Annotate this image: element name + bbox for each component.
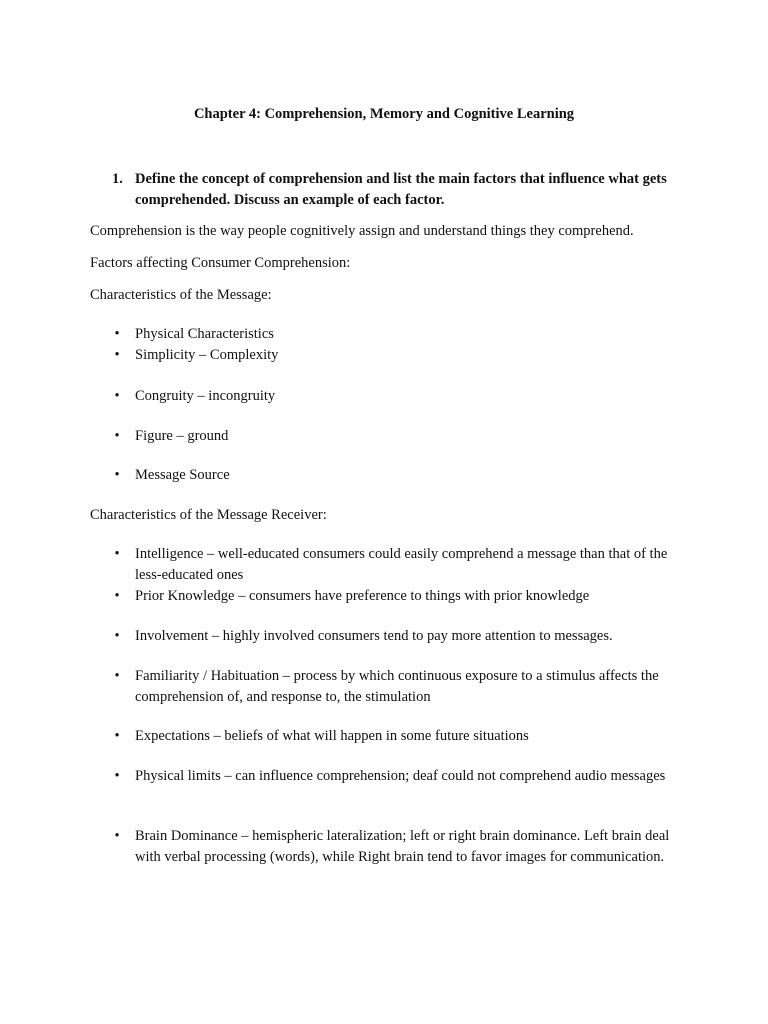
bullet-icon: • <box>114 828 120 844</box>
bullet-icon: • <box>114 467 120 483</box>
list-item-text: Brain Dominance – hemispheric lateralization; left or right brain dominance. Left brain deal with verbal processing (words), while Right brain tend to favor images for communication. <box>135 828 670 865</box>
list-item-text: Physical Characteristics <box>135 326 274 342</box>
bullet-icon: • <box>114 428 120 444</box>
bullet-icon: • <box>114 768 120 784</box>
question-1 <box>112 169 672 211</box>
list-item <box>112 826 672 868</box>
list-item-text: Congruity – incongruity <box>135 388 276 404</box>
list-item <box>112 345 672 366</box>
list-item-text: Physical limits – can influence comprehension; deaf could not comprehend audio messages <box>135 768 666 784</box>
list-item-text: Prior Knowledge – consumers have preference to things with prior knowledge <box>135 588 590 604</box>
list-item <box>112 386 672 407</box>
question-text: Define the concept of comprehension and list the main factors that influence what gets comprehended. Discuss an example of each factor. <box>135 171 667 208</box>
list-item <box>112 426 672 447</box>
question-number: 1. <box>112 171 123 187</box>
list-item-text: Expectations – beliefs of what will happen in some future situations <box>135 728 529 744</box>
list-item <box>112 586 672 607</box>
list-item-text: Simplicity – Complexity <box>135 347 279 363</box>
list-item <box>112 766 672 787</box>
bullet-icon: • <box>114 347 120 363</box>
list-item-text: Message Source <box>135 467 230 483</box>
bullet-icon: • <box>114 588 120 604</box>
list-item <box>112 666 672 708</box>
bullet-icon: • <box>114 668 120 684</box>
list-item <box>112 465 672 486</box>
message-heading: Characteristics of the Message: <box>90 287 272 303</box>
definition-paragraph: Comprehension is the way people cognitively assign and understand things they comprehend. <box>90 223 634 239</box>
list-item-text: Figure – ground <box>135 428 229 444</box>
factors-heading: Factors affecting Consumer Comprehension: <box>90 255 351 271</box>
list-item <box>112 626 672 647</box>
bullet-icon: • <box>114 546 120 562</box>
list-item-text: Intelligence – well-educated consumers could easily comprehend a message than that of the less-educated ones <box>135 546 668 583</box>
list-item-text: Familiarity / Habituation – process by which continuous exposure to a stimulus affects the comprehension of, and response to, the stimulation <box>135 668 659 705</box>
list-item <box>112 324 672 345</box>
list-item <box>112 544 672 586</box>
chapter-title: Chapter 4: Comprehension, Memory and Cognitive Learning <box>193 106 575 122</box>
bullet-icon: • <box>114 388 120 404</box>
bullet-icon: • <box>114 628 120 644</box>
bullet-icon: • <box>114 326 120 342</box>
list-item-text: Involvement – highly involved consumers tend to pay more attention to messages. <box>135 628 613 644</box>
list-item <box>112 726 672 747</box>
receiver-heading: Characteristics of the Message Receiver: <box>90 507 327 523</box>
bullet-icon: • <box>114 728 120 744</box>
